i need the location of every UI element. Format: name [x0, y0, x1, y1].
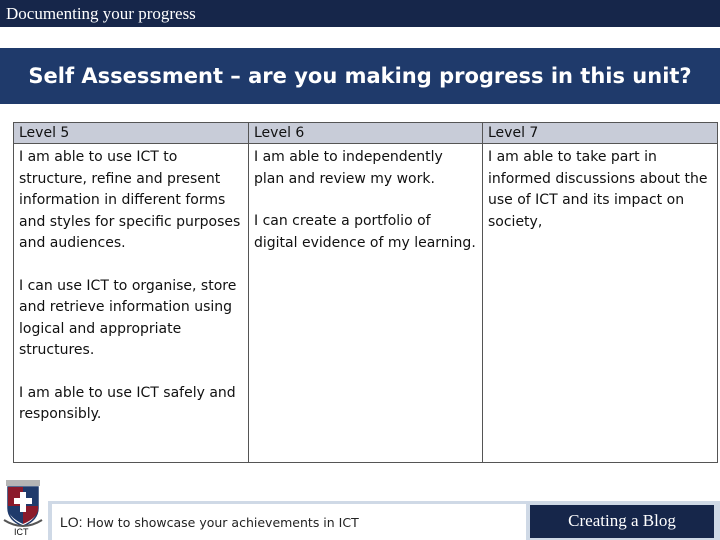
logo-caption: ICT	[14, 527, 29, 537]
level-6-statement-1: I am able to independently plan and review my work.	[254, 149, 443, 187]
level-5-heading: Level 5	[14, 123, 249, 144]
level-6-statement-2: I can create a portfolio of digital evidence of my learning.	[254, 213, 476, 251]
level-7-cell	[483, 144, 718, 463]
level-6-cell	[249, 144, 483, 463]
level-5-cell	[14, 144, 249, 463]
creating-a-blog-label: Creating a Blog	[568, 511, 676, 530]
level-5-statement-3: I am able to use ICT safely and responsibly.	[19, 384, 236, 422]
assessment-table	[13, 122, 718, 463]
top-bar	[0, 0, 720, 27]
table-header-row	[14, 123, 718, 144]
learning-objective-box	[52, 504, 526, 540]
page-title: Self Assessment – are you making progress in this unit?	[28, 64, 692, 88]
level-7-statement-1: I am able to take part in informed discussions about the use of ICT and its impact on society,	[488, 149, 708, 230]
learning-objective	[60, 514, 359, 530]
title-banner	[0, 48, 720, 104]
slide-header-title: Documenting your progress	[6, 4, 196, 23]
level-6-heading: Level 6	[249, 123, 483, 144]
lo-label: LO:	[60, 514, 83, 530]
school-crest-icon	[2, 480, 44, 530]
table-body-row	[14, 144, 718, 463]
level-5-statement-2: I can use ICT to organise, store and retrieve information using logical and appropriate structures.	[19, 277, 237, 358]
level-7-heading: Level 7	[483, 123, 718, 144]
level-5-statement-1: I am able to use ICT to structure, refine and present information in different forms and styles for specific purposes and audiences.	[19, 149, 241, 251]
lo-text: How to showcase your achievements in ICT	[86, 515, 359, 530]
creating-a-blog-button[interactable]	[530, 505, 714, 538]
